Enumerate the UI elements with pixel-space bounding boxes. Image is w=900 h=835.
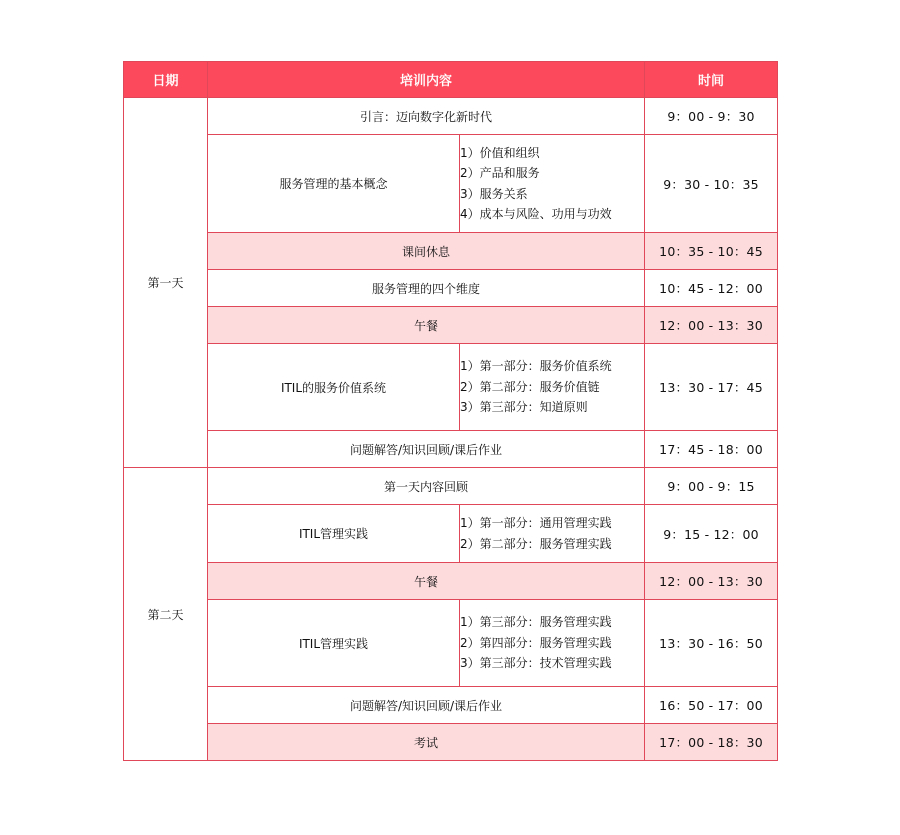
session-time: 10：45 - 12：00 [645, 270, 778, 307]
session-topic: 问题解答/知识回顾/课后作业 [208, 431, 645, 468]
session-time: 9：30 - 10：35 [645, 135, 778, 233]
table-row [124, 600, 778, 687]
table-row [124, 468, 778, 505]
session-topic: 午餐 [208, 563, 645, 600]
table-row [124, 687, 778, 724]
session-topic: 午餐 [208, 307, 645, 344]
subtopic-item: 1）价值和组织 [460, 145, 540, 160]
subtopic-item: 2）产品和服务 [460, 166, 540, 180]
session-topic: ITIL的服务价值系统 [208, 344, 460, 431]
subtopic-item: 2）第二部分：服务价值链 [460, 379, 600, 394]
day-label: 第一天 [124, 98, 208, 468]
table-row [124, 724, 778, 761]
session-topic: 引言：迈向数字化新时代 [208, 98, 645, 135]
session-subtopics [460, 600, 645, 687]
table-row [124, 98, 778, 135]
table-row [124, 344, 778, 431]
subtopic-item: 1）第一部分：通用管理实践 [460, 516, 612, 530]
session-topic: 考试 [208, 724, 645, 761]
training-schedule-table [123, 61, 778, 761]
subtopic-item: 1）第三部分：服务管理实践 [460, 615, 612, 630]
subtopic-item: 3）服务关系 [460, 186, 528, 201]
subtopic-item: 3）第三部分：技术管理实践 [460, 656, 612, 671]
table-row [124, 270, 778, 307]
header-time: 时间 [645, 62, 778, 98]
table-row [124, 233, 778, 270]
session-time: 17：00 - 18：30 [645, 724, 778, 761]
session-time: 12：00 - 13：30 [645, 563, 778, 600]
session-topic: 服务管理的四个维度 [208, 270, 645, 307]
session-subtopics [460, 344, 645, 431]
session-time: 17：45 - 18：00 [645, 431, 778, 468]
session-topic: 问题解答/知识回顾/课后作业 [208, 687, 645, 724]
session-topic: ITIL管理实践 [208, 600, 460, 687]
session-time: 9：15 - 12：00 [645, 505, 778, 563]
subtopic-item: 3）第三部分：知道原则 [460, 400, 588, 415]
session-subtopics [460, 505, 645, 563]
header-content: 培训内容 [208, 62, 645, 98]
session-time: 9：00 - 9：15 [645, 468, 778, 505]
subtopic-item: 4）成本与风险、功用与功效 [460, 207, 612, 221]
session-topic: 课间休息 [208, 233, 645, 270]
session-topic: 服务管理的基本概念 [208, 135, 460, 233]
table-row [124, 505, 778, 563]
subtopic-item: 2）第四部分：服务管理实践 [460, 635, 612, 650]
session-time: 16：50 - 17：00 [645, 687, 778, 724]
session-subtopics [460, 135, 645, 233]
header-date: 日期 [124, 62, 208, 98]
table-row [124, 563, 778, 600]
day-label: 第二天 [124, 468, 208, 761]
subtopic-item: 1）第一部分：服务价值系统 [460, 359, 612, 374]
table-row [124, 307, 778, 344]
session-time: 10：35 - 10：45 [645, 233, 778, 270]
subtopic-item: 2）第二部分：服务管理实践 [460, 536, 612, 551]
table-header-row [124, 62, 778, 98]
session-time: 13：30 - 16：50 [645, 600, 778, 687]
session-topic: 第一天内容回顾 [208, 468, 645, 505]
session-time: 12：00 - 13：30 [645, 307, 778, 344]
session-time: 9：00 - 9：30 [645, 98, 778, 135]
session-time: 13：30 - 17：45 [645, 344, 778, 431]
table-row [124, 431, 778, 468]
table-row [124, 135, 778, 233]
session-topic: ITIL管理实践 [208, 505, 460, 563]
